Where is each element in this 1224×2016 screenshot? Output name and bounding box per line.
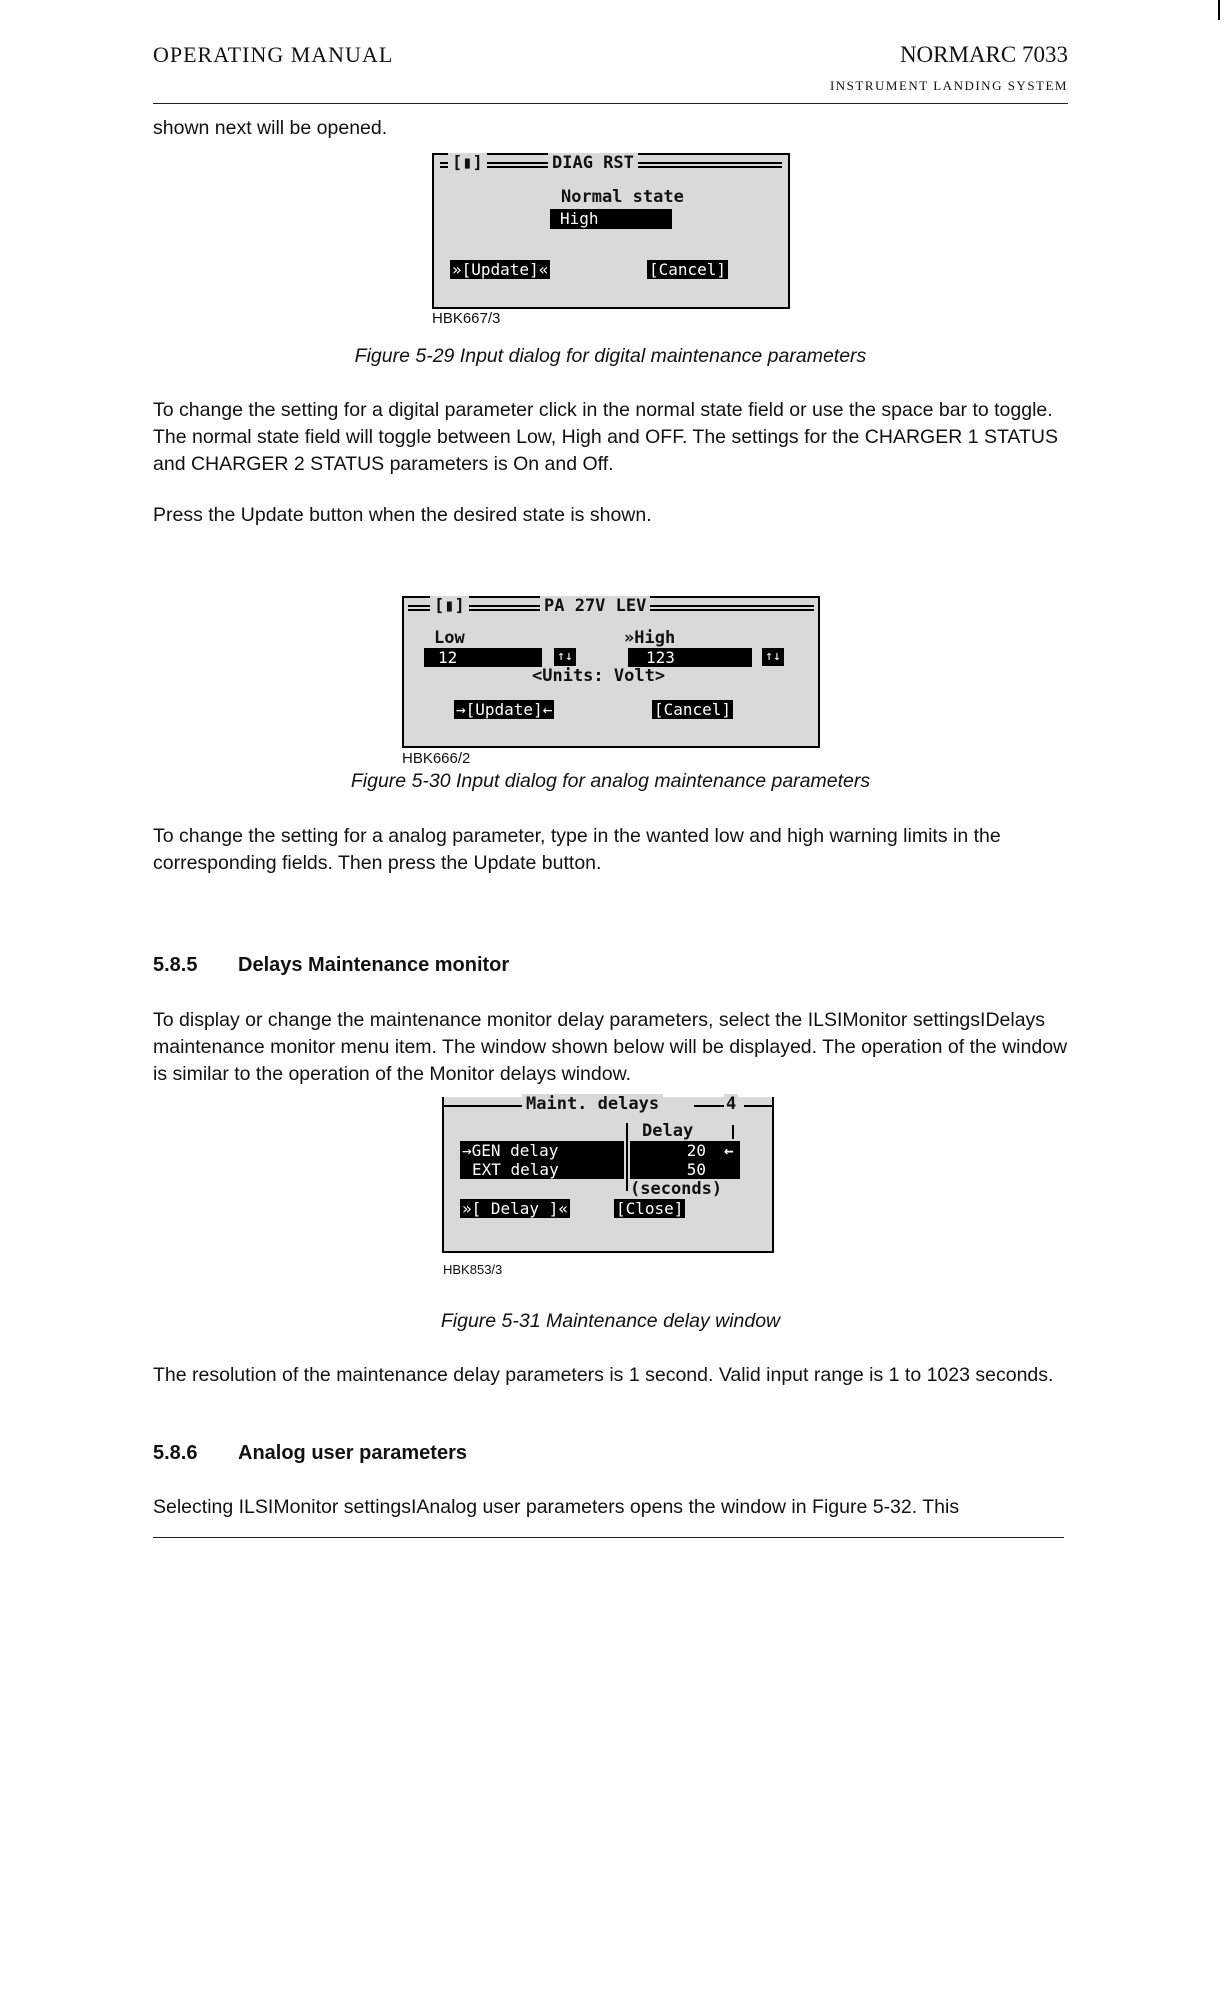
units-label: <Units: Volt> [532,666,666,686]
cancel-button[interactable] [652,700,733,719]
close-button-label: [Close] [616,1199,684,1218]
normal-state-field[interactable]: High [550,209,672,229]
delay-row-name[interactable]: EXT delay [460,1160,624,1179]
window-number: 4 [726,1094,737,1114]
low-spinner-icon[interactable]: ↑↓ [554,648,576,666]
update-button-label: »[Update]« [452,260,549,279]
high-label: »High [624,628,676,648]
paragraph: To change the setting for a analog parameter, type in the wanted low and high warning limits in the corresponding fields. Then press the Update button. [153,825,1001,874]
high-input[interactable]: 123 [628,648,752,667]
low-label: Low [434,628,465,648]
update-button[interactable] [454,700,554,719]
pa-27v-lev-dialog [402,596,820,748]
update-button-label: →[Update]← [456,700,553,719]
header-product-title: NORMARC 7033 [899,42,1068,67]
scan-edge-mark [1218,0,1220,20]
figure-caption: Figure 5-30 Input dialog for analog maintenance parameters [350,770,871,792]
section-title: Delays Maintenance monitor [238,954,510,976]
paragraph: To change the setting for a digital parameter click in the normal state field or use the space bar to toggle. The normal state field will toggle between Low, High and OFF. The settings for the CHARGER 1 STATUS and CHARGER 2 STATUS parameters is On and Off. [153,399,1058,475]
figure-caption: Figure 5-31 Maintenance delay window [440,1310,781,1332]
delay-row-value[interactable]: 50 [630,1160,740,1179]
figure-caption: Figure 5-29 Input dialog for digital maintenance parameters [354,345,867,367]
row-selection-arrow-icon: ← [724,1141,734,1160]
cancel-button-label: [Cancel] [649,260,727,279]
column-divider-right [732,1125,734,1139]
header-product-subtitle: INSTRUMENT LANDING SYSTEM [829,78,1068,93]
section-number: 5.8.5 [153,954,198,976]
cancel-button[interactable] [647,260,728,279]
dialog-title: Maint. delays [522,1094,663,1114]
section-title: Analog user parameters [238,1442,467,1464]
footer-rule [153,1537,1064,1538]
figure-code: HBK853/3 [443,1262,503,1277]
column-divider [626,1123,628,1191]
delay-row-value[interactable]: 20 [630,1141,740,1160]
cancel-button-label: [Cancel] [654,700,732,719]
title-bar-line-far-right [744,1105,774,1107]
dialog-title: DIAG RST [548,153,638,173]
figure-code: HBK667/3 [432,310,501,327]
update-button[interactable] [450,260,550,279]
title-bar-line-right [694,1105,724,1107]
normal-state-label: Normal state [561,187,684,207]
delay-column-header: Delay [642,1121,694,1141]
close-button[interactable] [614,1199,685,1218]
paragraph: To display or change the maintenance monitor delay parameters, select the ILSIMonitor settingsIDelays maintenance monitor menu item. The window shown below will be displayed. The operation of the window is similar to the operation of the Monitor delays window. [153,1009,1068,1085]
diag-rst-dialog [432,153,790,309]
header-manual-title: OPERATING MANUAL [153,42,394,67]
dialog-title: PA 27V LEV [540,596,650,616]
title-bar-line-left [444,1105,524,1107]
paragraph: Press the Update button when the desired state is shown. [153,504,652,526]
delay-button-label: »[ Delay ]« [462,1199,568,1218]
paragraph: Selecting ILSIMonitor settingsIAnalog user parameters opens the window in Figure 5-32. This [153,1496,960,1518]
delay-row-name[interactable]: →GEN delay [460,1141,624,1160]
header-rule [153,103,1068,104]
intro-fragment: shown next will be opened. [153,117,388,139]
maint-delays-dialog [442,1094,774,1253]
paragraph: The resolution of the maintenance delay parameters is 1 second. Valid input range is 1 to 1023 seconds. [153,1364,1054,1386]
high-spinner-icon[interactable]: ↑↓ [762,648,784,666]
seconds-unit-label: (seconds) [630,1179,723,1199]
section-number: 5.8.6 [153,1442,198,1464]
dialog-close-box[interactable]: [▮] [448,153,487,173]
low-input[interactable]: 12 [424,648,542,667]
delay-button[interactable] [460,1199,570,1218]
figure-code: HBK666/2 [402,750,471,767]
dialog-close-box[interactable]: [▮] [430,596,469,616]
